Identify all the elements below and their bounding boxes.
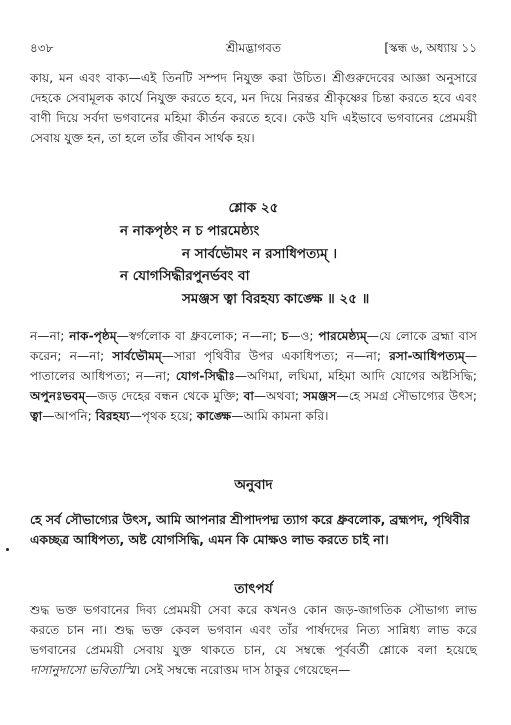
synonym-meaning: —হে সমগ্র সৌভাগ্যের উৎস;: [336, 389, 477, 403]
synonym-meaning: —পৃথক হয়ে;: [129, 409, 197, 423]
synonym-term: যোগ-সিদ্ধীঃ: [175, 369, 235, 383]
book-title: শ্রীমদ্ভাগবত: [225, 41, 281, 55]
verse-heading: শ্লোক ২৫: [228, 200, 279, 216]
translation-text: হে সর্ব সৌভাগ্যের উৎস, আমি আপনার শ্রীপাদপদ্ম ত্যাগ করে ধ্রুবলোক, ব্রহ্মপদ, পৃথিবীর একচ্ছত্র আধিপত্য, অষ্ট যোগসিদ্ধি, এমন কি মোক্ষও লাভ করতে চাই না।: [30, 512, 470, 548]
purport-text: । সেই সম্বন্ধে নরোত্তম দাস ঠাকুর গেয়েছেন—: [135, 663, 351, 677]
synonym-term: বা: [243, 389, 254, 403]
synonyms-paragraph: [30, 326, 477, 426]
page-number: ৪৩৮: [30, 41, 54, 55]
synonym-term: সমঞ্জস: [303, 389, 337, 403]
synonym-term: বিরহয্য: [95, 409, 130, 423]
verse-line: ন নাকপৃষ্ঠং ন চ পারমেষ্ঠ্যং: [120, 223, 260, 239]
synonym-term: নাক-পৃষ্ঠম্: [69, 329, 117, 343]
synonym-meaning: —আমি কামনা করি।: [231, 409, 329, 423]
synonym-meaning: —স্বর্গলোক বা ধ্রুবলোক; ন—না;: [116, 329, 282, 343]
stray-mark: [6, 548, 9, 551]
synonym-term: কাঙ্ক্ষে: [196, 409, 232, 423]
synonym-meaning: —পাতালের আধিপত্য; ন—না;: [30, 349, 477, 383]
synonym-meaning: —অথবা;: [253, 389, 304, 403]
synonym-meaning: ন—না;: [30, 329, 70, 343]
synonym-meaning: —অণিমা, লঘিমা, মহিমা আদি যোগের অষ্টসিদ্ধি;: [234, 369, 477, 383]
synonym-meaning: —আপনি;: [42, 409, 96, 423]
verse-line: ন যোগসিদ্ধীরপুনর্ভবং বা: [120, 268, 250, 284]
purport-paragraph: [30, 600, 477, 680]
page-header: [30, 40, 477, 58]
synonym-meaning: —জড় দেহের বন্ধন থেকে মুক্তি;: [85, 389, 244, 403]
verse-line: ন সার্বভৌমং ন রসাধিপত্যম্ ।: [182, 245, 338, 262]
synonym-meaning: —যে লোকে ব্রহ্মা বাস করেন; ন—না;: [30, 329, 477, 363]
synonym-meaning: —সারা পৃথিবীর উপর একাধিপত্য; ন—না;: [161, 349, 390, 363]
purport-emphasis: দাসানুদাসো ভবিতাস্মি: [30, 663, 136, 677]
synonym-term: পারমেষ্ঠ্যম্: [318, 329, 367, 343]
synonym-term: সার্বভৌমম্: [112, 349, 162, 363]
translation-heading: অনুবাদ: [234, 477, 273, 493]
synonym-term: রসা-আধিপত্যম্: [389, 349, 465, 363]
synonym-term: ত্বা: [30, 409, 43, 423]
intro-paragraph: কায়, মন এবং বাক্য—এই তিনটি সম্পদ নিযুক্ত করা উচিত। শ্রীগুরুদেবের আজ্ঞা অনুসারে দেহকে সেবামূলক কার্যে নিযুক্ত করতে হবে, মন দিয়ে নিরন্তর শ্রীকৃষ্ণের চিন্তা করতে হবে এবং বাণী দিয়ে সর্বদা ভগবানের মহিমা কীর্তন করতে হবে। কেউ যদি এইভাবে ভগবানের প্রেমময়ী সেবায় যুক্ত হন, তা হলে তাঁর জীবন সার্থক হয়।: [30, 71, 477, 145]
synonym-term: চ: [281, 329, 289, 343]
purport-text: শুদ্ধ ভক্ত ভগবানের দিব্য প্রেমময়ী সেবা করে কখনও কোন জড়-জাগতিক সৌভাগ্য লাভ করতে চান না। শুদ্ধ ভক্ত কেবল ভগবান এবং তাঁর পার্ষদদের নিত্য সান্নিধ্য লাভ করে ভগবানের প্রেমময়ী সেবায় যুক্ত থাকতে চান, যে সম্বন্ধে পূর্ববর্তী শ্লোকে বলা হয়েছে: [30, 603, 477, 657]
purport-heading: তাৎপর্য: [234, 581, 273, 597]
verse-line: সমঞ্জস ত্বা বিরহয্য কাঙ্ক্ষে ॥ ২৫ ॥: [182, 290, 370, 307]
synonym-meaning: —ও;: [288, 329, 319, 343]
verse-block: [30, 220, 477, 310]
chapter-reference: [স্কন্ধ ৬, অধ্যায় ১১: [384, 41, 477, 55]
synonym-term: অপুনঃভবম্: [30, 389, 86, 403]
